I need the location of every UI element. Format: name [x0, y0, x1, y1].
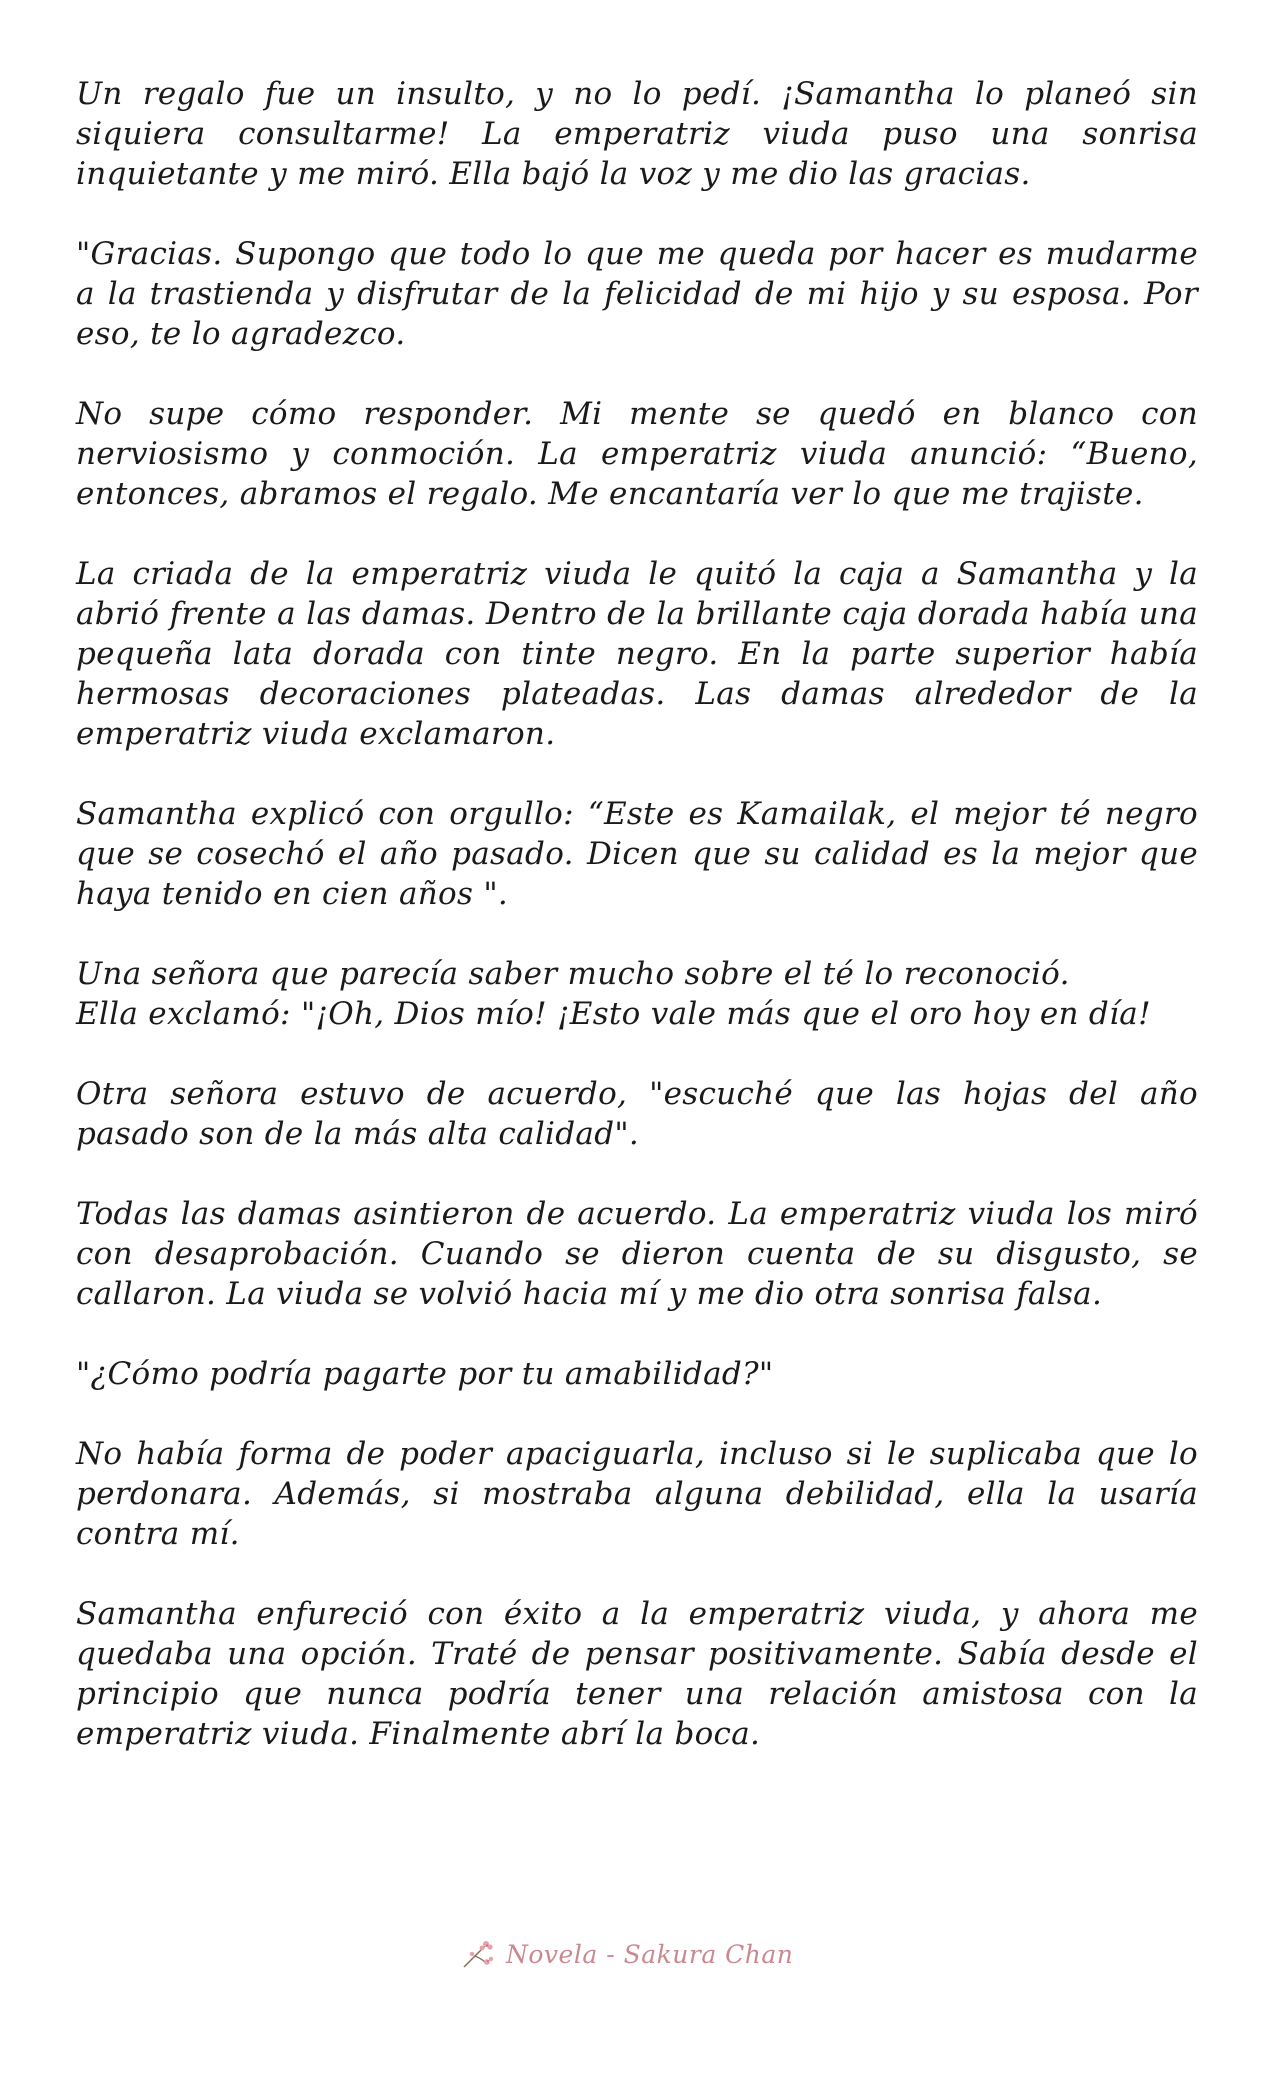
footer-label: Novela - Sakura Chan [506, 1939, 794, 1969]
paragraph-10: "¿Cómo podría pagarte por tu amabilidad?" [76, 1356, 774, 1392]
paragraph-11: No había forma de poder apaciguarla, incluso si le suplicaba que lo perdonara. Además, si mostraba alguna debilidad, ella la usaría contra mí. [76, 1436, 1198, 1552]
paragraph-6: Una señora que parecía saber mucho sobre el té lo reconoció. [76, 956, 1070, 992]
paragraph-4: La criada de la emperatriz viuda le quitó la caja a Samantha y la abrió frente a las damas. Dentro de la brillante caja dorada había una pequeña lata dorada con tinte negro. En la parte superior había hermosas decoraciones plateadas. Las damas alrededor de la emperatriz viuda exclamaron. [76, 556, 1198, 752]
paragraph-1: Un regalo fue un insulto, y no lo pedí. ¡Samantha lo planeó sin siquiera consultarme! La emperatriz viuda puso una sonrisa inquietante y me miró. Ella bajó la voz y me dio las gracias. [76, 76, 1198, 192]
paragraph-12: Samantha enfureció con éxito a la emperatriz viuda, y ahora me quedaba una opción. Traté de pensar positivamente. Sabía desde el principio que nunca podría tener una relación amistosa con la emperatriz viuda. Finalmente abrí la boca. [76, 1596, 1198, 1752]
paragraph-8: Otra señora estuvo de acuerdo, "escuché que las hojas del año pasado son de la más alta calidad". [76, 1076, 1198, 1152]
paragraph-2: "Gracias. Supongo que todo lo que me queda por hacer es mudarme a la trastienda y disfrutar de la felicidad de mi hijo y su esposa. Por eso, te lo agradezco. [76, 236, 1198, 352]
paragraph-9: Todas las damas asintieron de acuerdo. La emperatriz viuda los miró con desaprobación. Cuando se dieron cuenta de su disgusto, se callaron. La viuda se volvió hacia mí y me dio otra sonrisa falsa. [76, 1196, 1198, 1312]
paragraph-3: No supe cómo responder. Mi mente se quedó en blanco con nerviosismo y conmoción. La emperatriz viuda anunció: “Bueno, entonces, abramos el regalo. Me encantaría ver lo que me trajiste. [76, 396, 1198, 512]
story-text [76, 74, 1198, 1794]
paragraph-5: Samantha explicó con orgullo: “Este es Kamailak, el mejor té negro que se cosechó el año pasado. Dicen que su calidad es la mejor que haya tenido en cien años ". [76, 796, 1198, 912]
footer-watermark [460, 1932, 793, 1976]
paragraph-7: Ella exclamó: "¡Oh, Dios mío! ¡Esto vale más que el oro hoy en día! [76, 996, 1151, 1032]
cherry-blossom-icon [460, 1937, 498, 1971]
